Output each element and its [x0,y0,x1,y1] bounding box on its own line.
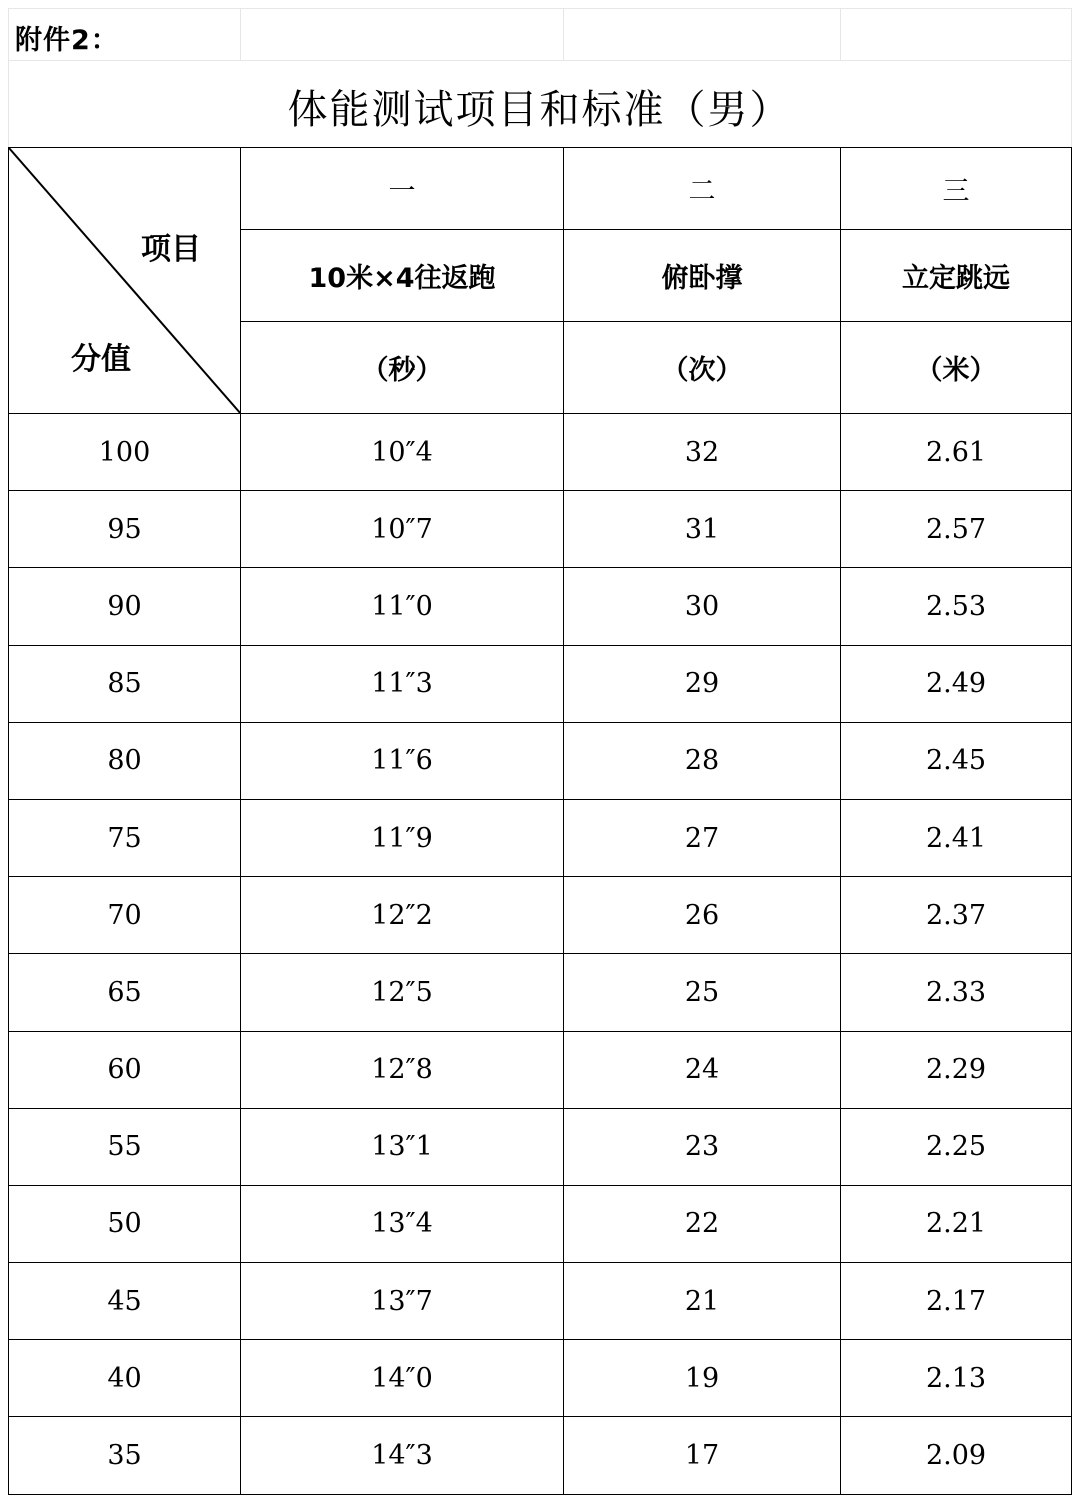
shuttle-run-cell: 11″0 [241,568,564,645]
shuttle-run-cell: 14″0 [241,1340,564,1417]
table-row [9,491,1072,568]
corner-label-item: 项目 [141,232,201,267]
shuttle-run-cell: 13″1 [241,1108,564,1185]
score-cell: 45 [9,1263,241,1340]
standing-jump-cell: 2.25 [841,1108,1072,1185]
pushups-cell: 24 [564,1031,841,1108]
standing-jump-cell: 2.13 [841,1340,1072,1417]
pushups-cell: 25 [564,954,841,1031]
pushups-cell: 27 [564,799,841,876]
grid-line [240,8,241,60]
score-cell: 70 [9,877,241,954]
standing-jump-cell: 2.61 [841,414,1072,491]
column-name: 立定跳远 [841,230,1072,322]
pushups-cell: 19 [564,1340,841,1417]
score-cell: 100 [9,414,241,491]
pushups-cell: 31 [564,491,841,568]
column-unit: （米） [841,322,1072,414]
standing-jump-cell: 2.57 [841,491,1072,568]
shuttle-run-cell: 11″9 [241,799,564,876]
corner-label-score: 分值 [71,342,131,377]
standing-jump-cell: 2.21 [841,1185,1072,1262]
table-row [9,1263,1072,1340]
standing-jump-cell: 2.33 [841,954,1072,1031]
shuttle-run-cell: 14″3 [241,1417,564,1494]
column-unit: （次） [564,322,841,414]
pushups-cell: 21 [564,1263,841,1340]
grid-line [8,8,1071,9]
column-name: 俯卧撑 [564,230,841,322]
shuttle-run-cell: 11″3 [241,645,564,722]
header-row-index [9,148,1072,230]
column-index: 二 [564,148,841,230]
shuttle-run-cell: 13″7 [241,1263,564,1340]
score-cell: 90 [9,568,241,645]
score-cell: 95 [9,491,241,568]
standing-jump-cell: 2.09 [841,1417,1072,1494]
corner-header-cell [9,148,241,414]
score-cell: 65 [9,954,241,1031]
shuttle-run-cell: 12″8 [241,1031,564,1108]
table-row [9,1185,1072,1262]
attachment-label: 附件2： [15,25,119,56]
score-cell: 40 [9,1340,241,1417]
score-cell: 50 [9,1185,241,1262]
table-row [9,1340,1072,1417]
standing-jump-cell: 2.45 [841,722,1072,799]
shuttle-run-cell: 11″6 [241,722,564,799]
table-row [9,1108,1072,1185]
shuttle-run-cell: 12″5 [241,954,564,1031]
standing-jump-cell: 2.29 [841,1031,1072,1108]
pushups-cell: 32 [564,414,841,491]
grid-line [563,8,564,60]
shuttle-run-cell: 10″4 [241,414,564,491]
table-row [9,645,1072,722]
score-cell: 80 [9,722,241,799]
score-cell: 55 [9,1108,241,1185]
table-row [9,568,1072,645]
standing-jump-cell: 2.53 [841,568,1072,645]
pushups-cell: 23 [564,1108,841,1185]
table-row [9,722,1072,799]
grid-line [8,60,1071,61]
pushups-cell: 29 [564,645,841,722]
pushups-cell: 22 [564,1185,841,1262]
score-cell: 60 [9,1031,241,1108]
page-title: 体能测试项目和标准（男） [287,87,792,133]
column-unit: （秒） [241,322,564,414]
pushups-cell: 30 [564,568,841,645]
grid-line [840,8,841,60]
score-cell: 35 [9,1417,241,1494]
column-name: 10米×4往返跑 [241,230,564,322]
column-index: 三 [841,148,1072,230]
table-row [9,414,1072,491]
shuttle-run-cell: 13″4 [241,1185,564,1262]
pushups-cell: 17 [564,1417,841,1494]
standing-jump-cell: 2.41 [841,799,1072,876]
score-cell: 85 [9,645,241,722]
table-row [9,799,1072,876]
table-row [9,877,1072,954]
grid-line [1071,8,1072,148]
pushups-cell: 26 [564,877,841,954]
table-row [9,954,1072,1031]
pushups-cell: 28 [564,722,841,799]
shuttle-run-cell: 12″2 [241,877,564,954]
score-cell: 75 [9,799,241,876]
standing-jump-cell: 2.49 [841,645,1072,722]
column-index: 一 [241,148,564,230]
standards-table [8,147,1072,1495]
table-row [9,1417,1072,1494]
standing-jump-cell: 2.37 [841,877,1072,954]
standing-jump-cell: 2.17 [841,1263,1072,1340]
shuttle-run-cell: 10″7 [241,491,564,568]
table-row [9,1031,1072,1108]
